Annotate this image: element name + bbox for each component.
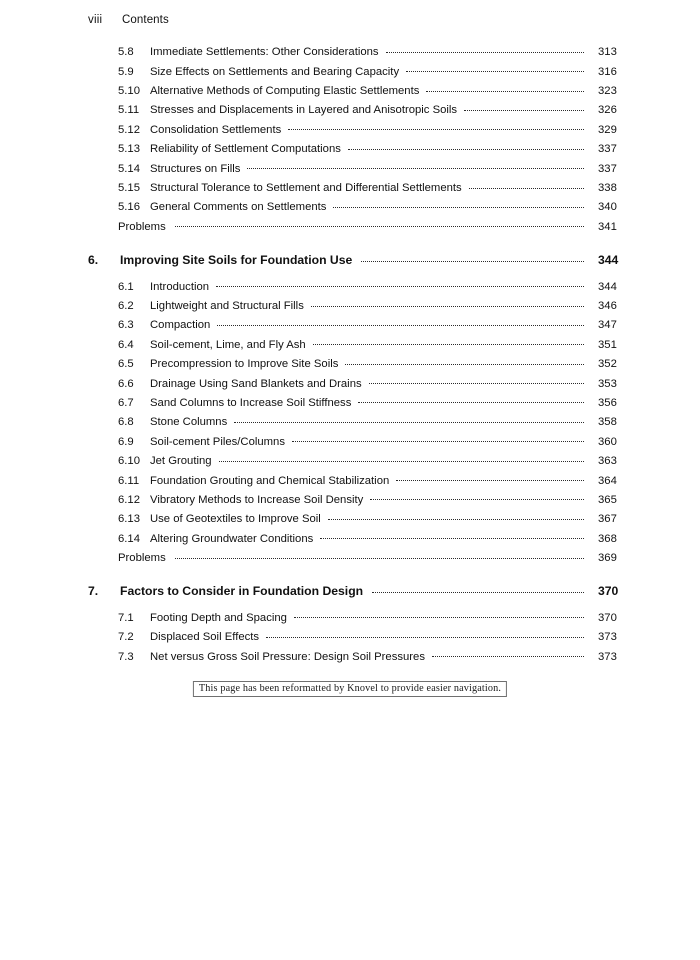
toc-entry-title: Size Effects on Settlements and Bearing Capacity — [150, 65, 400, 78]
toc-entry-title: Footing Depth and Spacing — [150, 611, 287, 624]
toc-entry-number: 5.16 — [118, 201, 140, 214]
toc-entry-row[interactable] — [0, 141, 700, 160]
knovel-reformat-note: This page has been reformatted by Knovel to provide easier navigation. — [193, 681, 507, 697]
folio-number: viii — [88, 14, 103, 26]
toc-entry-row[interactable] — [0, 317, 700, 336]
toc-problems-row[interactable] — [0, 550, 700, 569]
toc-entry-row[interactable] — [0, 160, 700, 179]
toc-entry-title: Displaced Soil Effects — [150, 631, 260, 644]
toc-entry-title: Reliability of Settlement Computations — [150, 143, 341, 156]
toc-entry-page-number: 344 — [598, 280, 617, 293]
toc-entry-page-number: 338 — [598, 182, 617, 195]
toc-entry-page-number: 329 — [598, 123, 617, 136]
toc-entry-page-number: 337 — [598, 143, 617, 156]
running-head-title: Contents — [122, 14, 169, 26]
toc-entry-row[interactable] — [0, 83, 700, 102]
toc-entry-number: 5.13 — [118, 143, 140, 156]
dot-leader — [288, 122, 584, 133]
toc-entry-row[interactable] — [0, 472, 700, 491]
toc-entry-title: Compaction — [150, 319, 211, 332]
dot-leader — [234, 414, 584, 425]
toc-entry-title: Vibratory Methods to Increase Soil Density — [150, 493, 364, 506]
dot-leader — [247, 160, 584, 171]
toc-problems-row[interactable] — [0, 219, 700, 238]
toc-entry-number: 6.8 — [118, 416, 134, 429]
toc-entry-number: 5.8 — [118, 46, 134, 59]
toc-entry-number: 6.13 — [118, 513, 140, 526]
dot-leader — [216, 278, 584, 289]
dot-leader — [369, 375, 584, 386]
toc-entry-title: Lightweight and Structural Fills — [150, 299, 304, 312]
toc-entry-page-number: 340 — [598, 201, 617, 214]
toc-entry-row[interactable] — [0, 453, 700, 472]
toc-entry-row[interactable] — [0, 414, 700, 433]
toc-chapter-row[interactable] — [0, 584, 700, 603]
toc-entry-row[interactable] — [0, 102, 700, 121]
dot-leader — [320, 530, 584, 541]
toc-entry-page-number: 337 — [598, 162, 617, 175]
toc-entry-title: Net versus Gross Soil Pressure: Design Soil Pressures — [150, 650, 425, 663]
toc-entry-title: Consolidation Settlements — [150, 123, 282, 136]
toc-entry-title: General Comments on Settlements — [150, 201, 327, 214]
toc-entry-title: Drainage Using Sand Blankets and Drains — [150, 377, 362, 390]
toc-entry-page-number: 363 — [598, 455, 617, 468]
dot-leader — [266, 629, 584, 640]
toc-entry-title: Factors to Consider in Foundation Design — [120, 584, 364, 599]
toc-entry-title: Foundation Grouting and Chemical Stabilization — [150, 474, 390, 487]
toc-entry-row[interactable] — [0, 356, 700, 375]
toc-entry-page-number: 364 — [598, 474, 617, 487]
toc-entry-row[interactable] — [0, 610, 700, 629]
toc-entry-number: 6.9 — [118, 435, 134, 448]
toc-entry-page-number: 369 — [598, 552, 617, 565]
toc-entry-row[interactable] — [0, 122, 700, 141]
dot-leader — [370, 492, 584, 503]
dot-leader — [217, 317, 584, 328]
toc-entry-title: Soil-cement Piles/Columns — [150, 435, 285, 448]
toc-entry-title: Improving Site Soils for Foundation Use — [120, 253, 353, 268]
dot-leader — [311, 298, 584, 309]
dot-leader — [292, 433, 584, 444]
toc-entry-page-number: 344 — [598, 253, 619, 268]
toc-entry-number: 7.1 — [118, 611, 134, 624]
toc-entry-row[interactable] — [0, 629, 700, 648]
toc-entry-row[interactable] — [0, 63, 700, 82]
toc-entry-number: 5.12 — [118, 123, 140, 136]
toc-entry-number: 6.7 — [118, 396, 134, 409]
toc-entry-title: Sand Columns to Increase Soil Stiffness — [150, 396, 352, 409]
toc-entry-row[interactable] — [0, 336, 700, 355]
toc-entry-title: Use of Geotextiles to Improve Soil — [150, 513, 321, 526]
toc-entry-page-number: 326 — [598, 104, 617, 117]
toc-entry-label: Problems — [118, 552, 166, 565]
toc-entry-page-number: 356 — [598, 396, 617, 409]
dot-leader — [313, 336, 584, 347]
section-gap — [0, 569, 700, 584]
toc-entry-number: 6.14 — [118, 532, 140, 545]
toc-entry-row[interactable] — [0, 44, 700, 63]
toc-entry-number: 6.11 — [118, 474, 140, 487]
toc-entry-number: 6.4 — [118, 338, 134, 351]
toc-entry-title: Stresses and Displacements in Layered and Anisotropic Soils — [150, 104, 458, 117]
toc-entry-number: 5.14 — [118, 162, 140, 175]
toc-entry-page-number: 370 — [598, 611, 617, 624]
toc-entry-page-number: 360 — [598, 435, 617, 448]
toc-entry-title: Structural Tolerance to Settlement and Differential Settlements — [150, 182, 462, 195]
toc-entry-page-number: 351 — [598, 338, 617, 351]
toc-entry-page-number: 313 — [598, 46, 617, 59]
toc-entry-number: 5.9 — [118, 65, 134, 78]
toc-entry-title: Altering Groundwater Conditions — [150, 532, 314, 545]
toc-entry-row[interactable] — [0, 298, 700, 317]
toc-entry-row[interactable] — [0, 492, 700, 511]
dot-leader — [426, 83, 584, 94]
toc-entry-page-number: 367 — [598, 513, 617, 526]
dot-leader — [396, 472, 584, 483]
dot-leader — [219, 453, 584, 464]
dot-leader — [372, 584, 584, 595]
toc-entry-page-number: 347 — [598, 319, 617, 332]
dot-leader — [406, 63, 584, 74]
toc-entry-title: Introduction — [150, 280, 210, 293]
dot-leader — [386, 44, 584, 55]
toc-entry-label: Problems — [118, 220, 166, 233]
toc-entry-row[interactable] — [0, 511, 700, 530]
dot-leader — [175, 550, 584, 561]
toc-entry-number: 5.11 — [118, 104, 140, 117]
toc-entry-title: Precompression to Improve Site Soils — [150, 358, 339, 371]
dot-leader — [464, 102, 584, 113]
running-head — [88, 14, 169, 26]
toc-entry-page-number: 373 — [598, 631, 617, 644]
toc-entry-title: Soil-cement, Lime, and Fly Ash — [150, 338, 306, 351]
toc-entry-number: 6.6 — [118, 377, 134, 390]
toc-entry-title: Immediate Settlements: Other Considerations — [150, 46, 379, 59]
toc-entry-page-number: 368 — [598, 532, 617, 545]
toc-entry-number: 6.2 — [118, 299, 134, 312]
toc-entry-number: 5.10 — [118, 85, 140, 98]
toc-entry-title: Alternative Methods of Computing Elastic Settlements — [150, 85, 420, 98]
dot-leader — [333, 199, 584, 210]
toc-chapter-row[interactable] — [0, 253, 700, 272]
toc-entry-number: 6.10 — [118, 455, 140, 468]
toc-entry-number: 7.2 — [118, 631, 134, 644]
toc-entry-title: Stone Columns — [150, 416, 228, 429]
toc-entry-row[interactable] — [0, 648, 700, 667]
dot-leader — [345, 356, 584, 367]
toc-entry-number: 6.1 — [118, 280, 134, 293]
dot-leader — [358, 395, 584, 406]
dot-leader — [328, 511, 584, 522]
dot-leader — [361, 253, 584, 264]
toc-entry-row[interactable] — [0, 433, 700, 452]
dot-leader — [348, 141, 584, 152]
toc-entry-number: 7. — [88, 584, 99, 599]
table-of-contents — [0, 44, 700, 668]
toc-entry-number: 5.15 — [118, 182, 140, 195]
toc-entry-row[interactable] — [0, 395, 700, 414]
toc-entry-row[interactable] — [0, 375, 700, 394]
toc-entry-page-number: 316 — [598, 65, 617, 78]
dot-leader — [469, 180, 584, 191]
toc-entry-page-number: 323 — [598, 85, 617, 98]
toc-entry-row[interactable] — [0, 180, 700, 199]
toc-entry-page-number: 358 — [598, 416, 617, 429]
toc-entry-row[interactable] — [0, 530, 700, 549]
toc-entry-number: 7.3 — [118, 650, 134, 663]
toc-entry-number: 6. — [88, 253, 99, 268]
toc-entry-page-number: 373 — [598, 650, 617, 663]
toc-entry-page-number: 370 — [598, 584, 619, 599]
toc-entry-page-number: 365 — [598, 493, 617, 506]
section-gap — [0, 238, 700, 253]
toc-entry-title: Structures on Fills — [150, 162, 241, 175]
toc-entry-title: Jet Grouting — [150, 455, 212, 468]
toc-entry-page-number: 352 — [598, 358, 617, 371]
toc-entry-row[interactable] — [0, 278, 700, 297]
dot-leader — [432, 648, 584, 659]
toc-entry-number: 6.5 — [118, 358, 134, 371]
dot-leader — [175, 219, 584, 230]
dot-leader — [294, 610, 584, 621]
toc-entry-page-number: 341 — [598, 220, 617, 233]
toc-entry-row[interactable] — [0, 199, 700, 218]
toc-entry-page-number: 346 — [598, 299, 617, 312]
toc-entry-page-number: 353 — [598, 377, 617, 390]
toc-entry-number: 6.12 — [118, 493, 140, 506]
toc-entry-number: 6.3 — [118, 319, 134, 332]
